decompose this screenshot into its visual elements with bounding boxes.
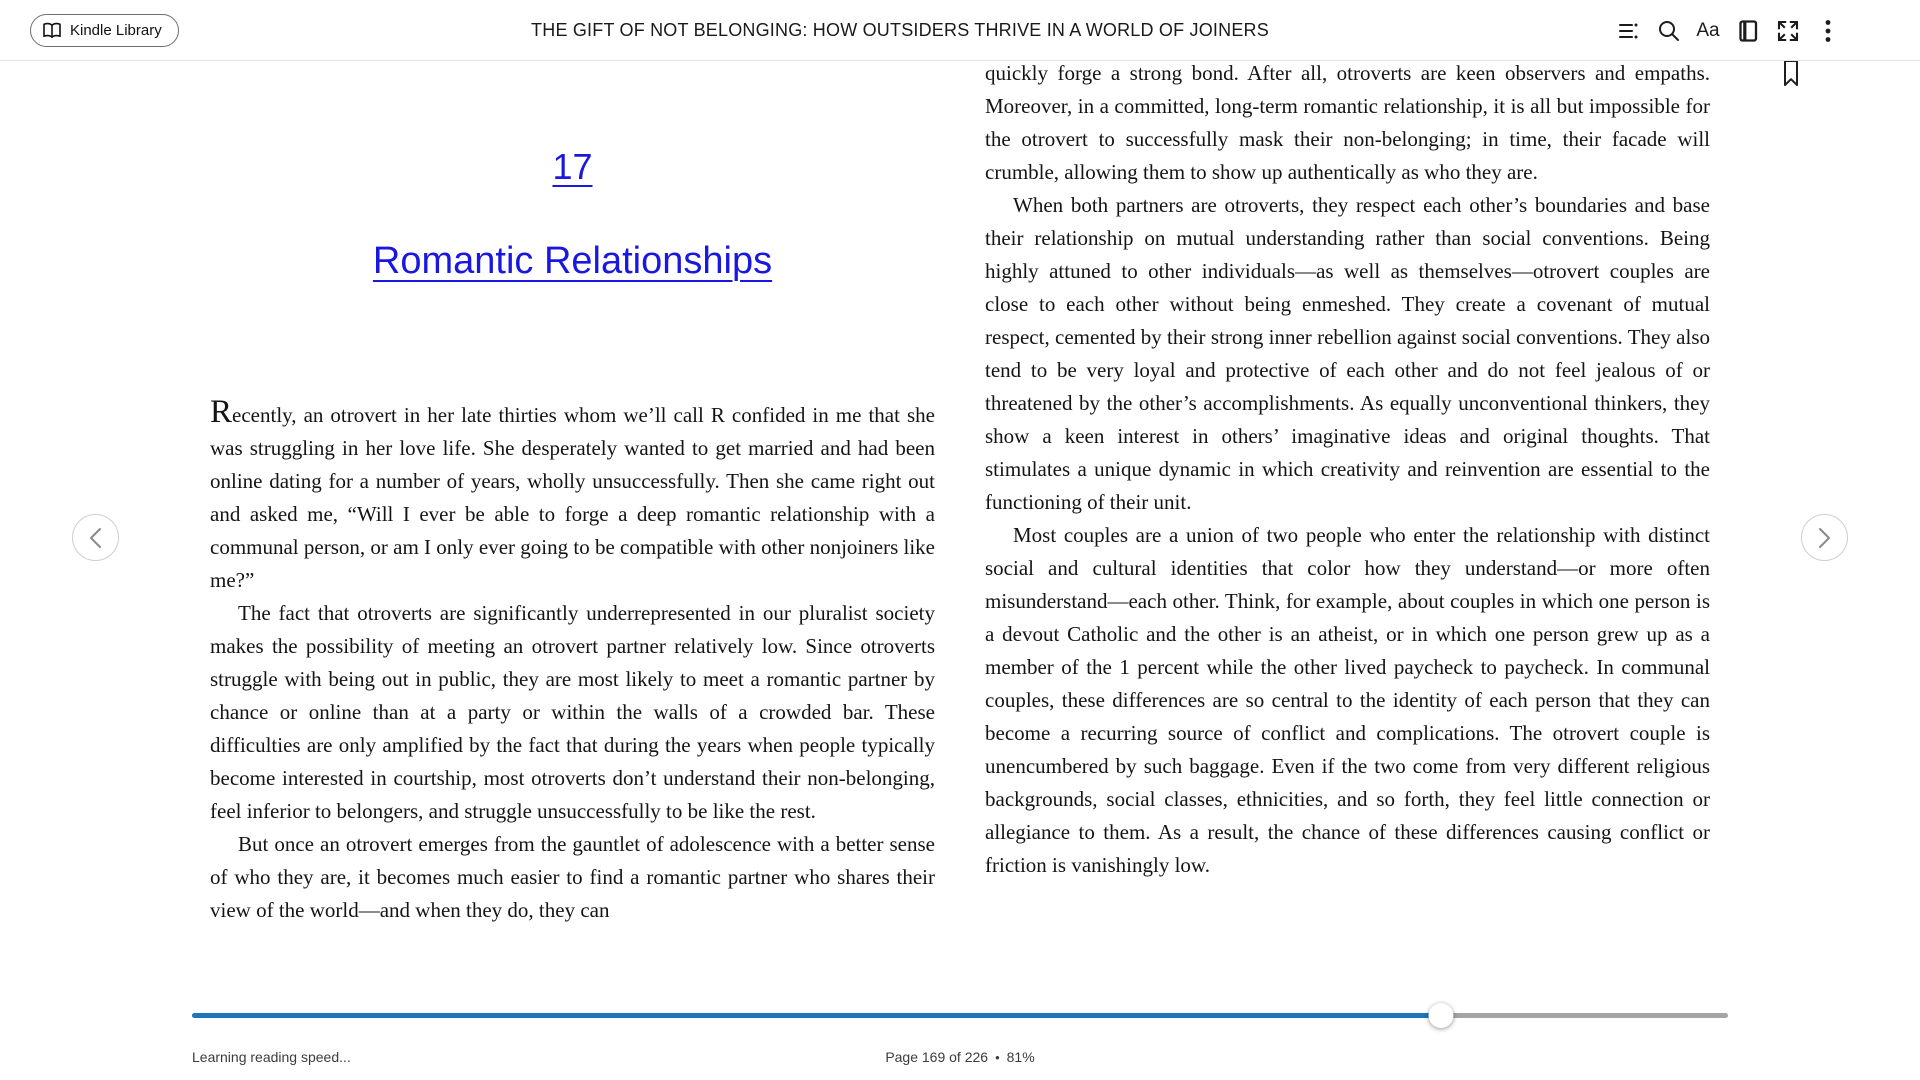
paragraph: When both partners are otroverts, they respect each other’s boundaries and base their relationship on mutual understanding rather than social conventions. Being highly attuned to other individuals—as well as themselves—otrovert couples are close to each other without being enmeshed. They create a covenant of mutual respect, cemented by their strong inner rebellion against social conventions. They also tend to be very loyal and protective of each other and do not feel jealous of or threatened by the other’s accomplishments. As equally unconventional thinkers, they show a keen interest in others’ imaginative ideas and original thoughts. That stimulates a unique dynamic in which creativity and reinvention are essential to the functioning of their unit. <box>985 193 1710 514</box>
paragraph: Recently, an otrovert in her late thirties whom we’ll call R confided in me that she was struggling in her love life. She desperately wanted to get married and had been online dating for a number of years, wholly unsuccessfully. Then she came right out and asked me, “Will I ever be able to forge a deep romantic relationship with a communal person, or am I only ever going to be compatible with other nonjoiners like me?” <box>210 394 935 592</box>
chevron-right-icon <box>1818 527 1831 549</box>
progress-fill <box>192 1013 1441 1018</box>
bookmark-icon <box>1781 59 1805 88</box>
reading-speed-status: Learning reading speed... <box>192 1049 351 1065</box>
chapter-number-wrap <box>210 146 935 188</box>
bullet-separator: • <box>995 1050 1000 1065</box>
chevron-left-icon <box>89 527 102 549</box>
search-icon <box>1657 19 1680 42</box>
toc-list-icon <box>1617 20 1639 42</box>
bookmark-button[interactable] <box>1781 58 1805 88</box>
page-number-label: Page 169 of 226 <box>885 1049 989 1065</box>
paragraph: quickly forge a strong bond. After all, otroverts are keen observers and empaths. Moreover, in a committed, long-term romantic relationship, it is all but impossible for the otrovert to successfully mask their non-belonging; in time, their facade will crumble, allowing them to show up authentically as who they are. <box>985 61 1710 184</box>
next-page-button[interactable] <box>1801 514 1848 561</box>
paragraph: But once an otrovert emerges from the gauntlet of adolescence with a better sense of who they are, it becomes much easier to find a romantic partner who shares their view of the world—and when they do, they can <box>210 832 935 922</box>
more-options-button[interactable] <box>1816 18 1840 44</box>
top-bar <box>0 0 1920 61</box>
paragraph: Most couples are a union of two people who enter the relationship with distinct social and cultural identities that color how they understand—or more often misunderstand—each other. Think, for example, about couples in which one person is a devout Catholic and the other is an atheist, or in which one person grew up as a member of the 1 percent while the other lived paycheck to paycheck. In communal couples, these differences are so central to the identity of each person that they can become a recurring source of conflict and complications. The otrovert couple is unencumbered by such baggage. Even if the two come from very different religious backgrounds, social classes, ethnicities, and so forth, they feel little connection or allegiance to them. As a result, the chance of these differences causing conflict or friction is vanishingly low. <box>985 523 1710 877</box>
left-column-text <box>210 394 935 927</box>
kindle-library-label: Kindle Library <box>70 22 162 39</box>
lead-capital: R <box>210 394 233 430</box>
page-info <box>0 1049 1920 1065</box>
fullscreen-expand-icon <box>1776 19 1800 43</box>
progress-slider-track[interactable] <box>192 1013 1728 1018</box>
right-column-text <box>985 57 1710 882</box>
kebab-menu-icon <box>1825 19 1831 43</box>
progress-slider-knob[interactable] <box>1428 1003 1453 1028</box>
header-icon-row <box>1616 0 1840 61</box>
book-title: THE GIFT OF NOT BELONGING: HOW OUTSIDERS THRIVE IN A WORLD OF JOINERS <box>531 20 1269 40</box>
paragraph: The fact that otroverts are significantly underrepresented in our pluralist society makes the possibility of meeting an otrovert partner relatively low. Since otroverts struggle with being out in public, they are most likely to meet a romantic partner by chance or online than at a party or within the walls of a crowded bar. These difficulties are only amplified by the fact that during the years when people typically become interested in courtship, most otroverts don’t understand their non-belonging, feel inferior to belongers, and struggle unsuccessfully to be like the rest. <box>210 601 935 823</box>
table-of-contents-button[interactable] <box>1616 18 1640 44</box>
aa-icon: Aa <box>1696 19 1720 41</box>
progress-percent-label: 81% <box>1006 1049 1035 1065</box>
chapter-title-wrap <box>210 240 935 283</box>
font-settings-button[interactable] <box>1696 18 1720 44</box>
open-book-icon <box>42 22 62 39</box>
fullscreen-button[interactable] <box>1776 18 1800 44</box>
kindle-library-button[interactable] <box>30 14 179 47</box>
search-button[interactable] <box>1656 18 1680 44</box>
chapter-number-link[interactable]: 17 <box>552 146 593 187</box>
reader-panel-button[interactable] <box>1736 18 1760 44</box>
previous-page-button[interactable] <box>72 514 119 561</box>
notebook-panel-icon <box>1736 19 1760 43</box>
chapter-title-link[interactable]: Romantic Relationships <box>372 240 773 282</box>
